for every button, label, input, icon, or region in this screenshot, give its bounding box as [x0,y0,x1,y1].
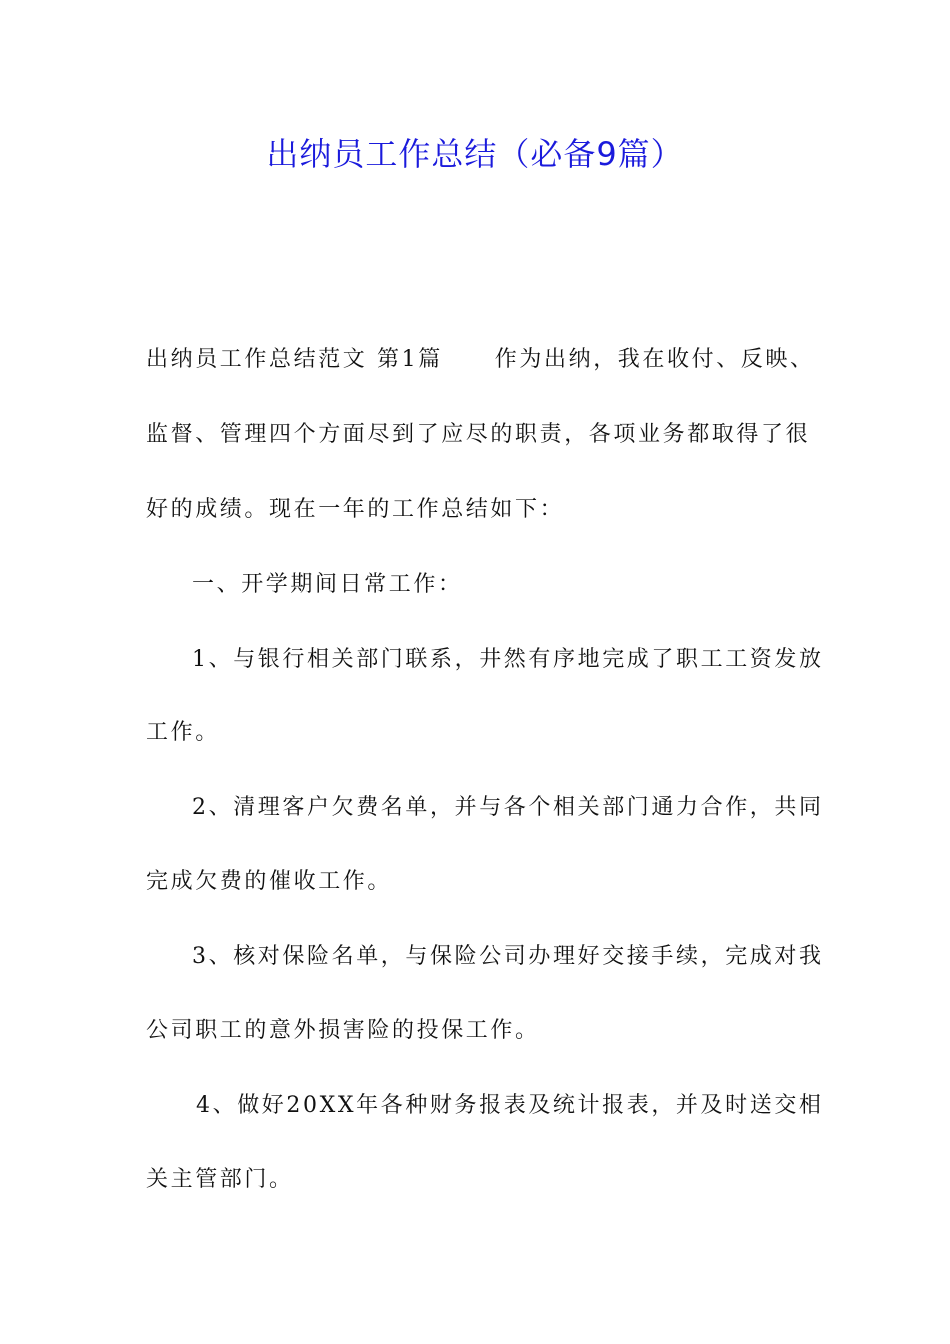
list-item-continuation: 公司职工的意外损害险的投保工作。 [146,1018,540,1043]
document-title: 出纳员工作总结（必备9篇） [266,135,684,173]
list-item-continuation: 关主管部门。 [146,1167,294,1192]
paragraph-line: 好的成绩。现在一年的工作总结如下： [146,497,565,522]
list-item: 3、核对保险名单，与保险公司办理好交接手续，完成对我 [192,944,824,969]
paragraph-text: 作为出纳，我在收付、反映、 [494,347,815,372]
paragraph-line: 监督、管理四个方面尽到了应尽的职责，各项业务都取得了很 [146,422,811,447]
list-item-continuation: 完成欠费的催收工作。 [146,869,393,894]
list-item-continuation: 工作。 [146,720,220,745]
list-item: 4、做好20XX年各种财务报表及统计报表，并及时送交相 [196,1093,824,1118]
list-item: 2、清理客户欠费名单，并与各个相关部门通力合作，共同 [192,795,824,820]
list-item: 1、与银行相关部门联系，井然有序地完成了职工工资发放 [192,647,824,672]
subsection-heading: 一、开学期间日常工作： [192,572,463,597]
paragraph-line [146,345,815,375]
section-heading: 出纳员工作总结范文 第1篇 [146,347,443,372]
